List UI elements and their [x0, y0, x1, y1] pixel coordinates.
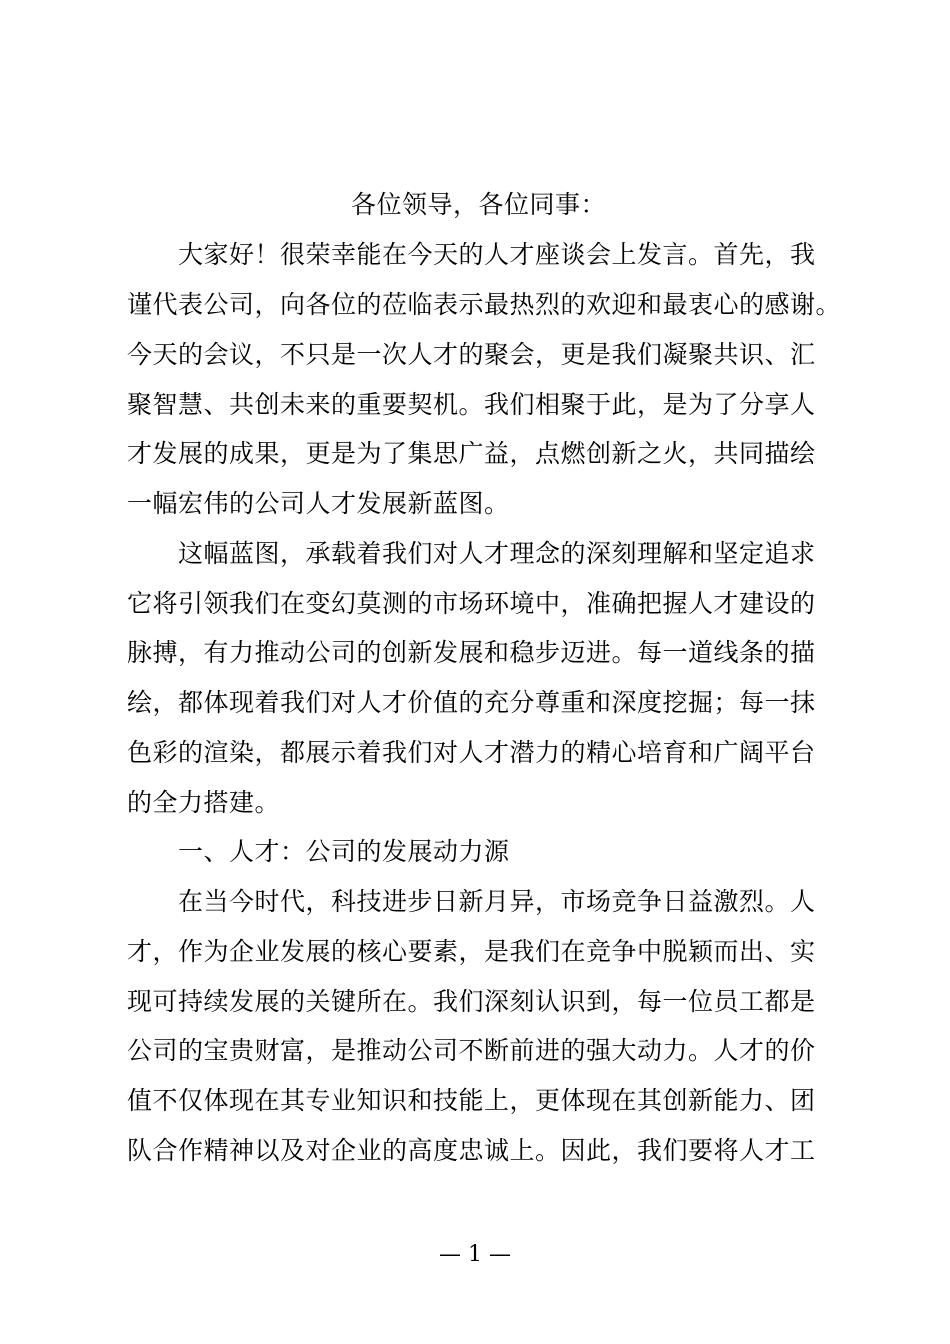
paragraph-line: 公司的宝贵财富，是推动公司不断前进的强大动力。人才的价 — [127, 1036, 816, 1065]
paragraph-line: 脉搏，有力推动公司的创新发展和稳步迈进。每一道线条的描 — [127, 638, 816, 667]
paragraph-line: 这幅蓝图，承载着我们对人才理念的深刻理解和坚定追求 — [178, 539, 816, 568]
paragraph-line: 值不仅体现在其专业知识和技能上，更体现在其创新能力、团 — [127, 1086, 816, 1115]
paragraph-line: 大家好！很荣幸能在今天的人才座谈会上发言。首先，我 — [178, 240, 816, 269]
paragraph-line: 才发展的成果，更是为了集思广益，点燃创新之火，共同描绘 — [127, 439, 816, 468]
section-heading: 一、人才：公司的发展动力源 — [178, 837, 510, 866]
page-number: — 1 — — [439, 1242, 511, 1267]
paragraph-line: 今天的会议，不只是一次人才的聚会，更是我们凝聚共识、汇 — [127, 340, 816, 369]
paragraph-line: 一幅宏伟的公司人才发展新蓝图。 — [127, 489, 510, 518]
paragraph-line: 才，作为企业发展的核心要素，是我们在竞争中脱颖而出、实 — [127, 937, 816, 966]
paragraph-line: 它将引领我们在变幻莫测的市场环境中，准确把握人才建设的 — [127, 589, 816, 618]
paragraph-line: 绘，都体现着我们对人才价值的充分尊重和深度挖掘；每一抹 — [127, 688, 816, 717]
paragraph-line: 在当今时代，科技进步日新月异，市场竞争日益激烈。人 — [178, 887, 816, 916]
paragraph-line: 现可持续发展的关键所在。我们深刻认识到，每一位员工都是 — [127, 987, 816, 1016]
paragraph-line: 的全力搭建。 — [127, 788, 281, 817]
paragraph-line: 聚智慧、共创未来的重要契机。我们相聚于此，是为了分享人 — [127, 390, 816, 419]
salutation: 各位领导，各位同事： — [351, 190, 607, 219]
paragraph-line: 队合作精神以及对企业的高度忠诚上。因此，我们要将人才工 — [127, 1136, 816, 1165]
paragraph-line: 谨代表公司，向各位的莅临表示最热烈的欢迎和最衷心的感谢。 — [127, 290, 842, 319]
paragraph-line: 色彩的渲染，都展示着我们对人才潜力的精心培育和广阔平台 — [127, 738, 816, 767]
